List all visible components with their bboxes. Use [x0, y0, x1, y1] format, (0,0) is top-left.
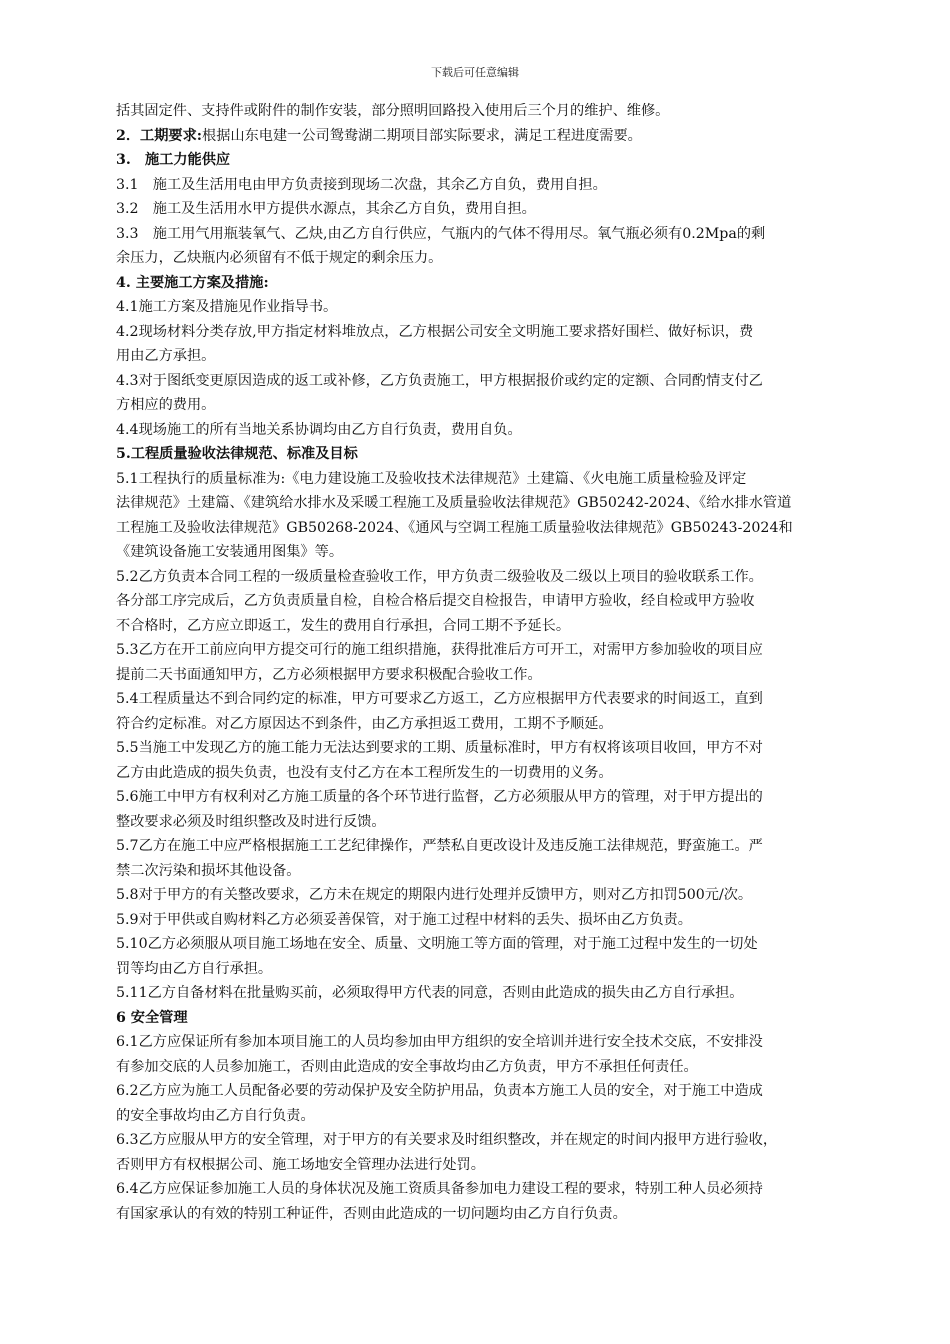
text-line: [116, 99, 888, 124]
line-text: 3.2 施工及生活用水甲方提供水源点，其余乙方自负，费用自担。: [116, 201, 536, 217]
line-text: 5.10乙方必须服从项目施工场地在安全、质量、文明施工等方面的管理，对于施工过程中发生的一切处: [116, 936, 758, 952]
line-text: 方相应的费用。: [116, 397, 216, 413]
line-text: 5.3乙方在开工前应向甲方提交可行的施工组织措施，获得批准后方可开工，对需甲方参加验收的项目应: [116, 642, 763, 658]
text-line: [116, 295, 888, 320]
line-text: 符合约定标准。对乙方原因达不到条件，由乙方承担返工费用，工期不予顺延。: [116, 715, 613, 732]
text-line: [116, 1055, 888, 1080]
section-heading: [116, 148, 888, 173]
text-line: [116, 565, 888, 590]
line-text: 不合格时，乙方应立即返工，发生的费用自行承担，合同工期不予延长。: [116, 617, 571, 634]
line-text: 5.8对于甲方的有关整改要求，乙方未在规定的期限内进行处理并反馈甲方，则对乙方扣罚500元/次。: [116, 887, 753, 903]
text-line: [116, 1104, 888, 1129]
text-line: [116, 516, 888, 541]
text-line: [116, 932, 888, 957]
line-text: 3.1 施工及生活用电由甲方负责接到现场二次盘，其余乙方自负，费用自担。: [116, 176, 607, 193]
line-text: 5.4工程质量达不到合同约定的标准，甲方可要求乙方返工，乙方应根据甲方代表要求的时间返工，直到: [116, 691, 763, 707]
line-text: 6.3乙方应服从甲方的安全管理，对于甲方的有关要求及时组织整改，并在规定的时间内报甲方进行验收，: [116, 1132, 778, 1148]
text-line: [116, 712, 888, 737]
text-line: [116, 197, 888, 222]
text-line: [116, 467, 888, 492]
line-text: 5.6施工中甲方有权利对乙方施工质量的各个环节进行监督，乙方必须服从甲方的管理，对于甲方提出的: [116, 789, 763, 805]
line-text: 6.4乙方应保证参加施工人员的身体状况及施工资质具备参加电力建设工程的要求，特别工种人员必须持: [116, 1181, 763, 1197]
text-line: [116, 589, 888, 614]
line-text: 有参加交底的人员参加施工，否则由此造成的安全事故均由乙方负责，甲方不承担任何责任。: [116, 1058, 698, 1075]
line-text: 罚等均由乙方自行承担。: [116, 960, 273, 977]
text-line: [116, 540, 888, 565]
line-text: 余压力，乙炔瓶内必须留有不低于规定的剩余压力。: [116, 250, 443, 266]
text-line: [116, 491, 888, 516]
text-line: [116, 369, 888, 394]
section-heading: [116, 442, 888, 467]
line-text: 5.5当施工中发现乙方的施工能力无法达到要求的工期、质量标准时，甲方有权将该项目收回，甲方不对: [116, 740, 763, 756]
section-heading: [116, 271, 888, 296]
line-text: 5.工程质量验收法律规范、标准及目标: [116, 446, 358, 462]
text-line: [116, 344, 888, 369]
line-text: 提前二天书面通知甲方，乙方必须根据甲方要求积极配合验收工作。: [116, 666, 542, 683]
text-line: [116, 393, 888, 418]
text-line: [116, 320, 888, 345]
line-text: 4.3对于图纸变更原因造成的返工或补修，乙方负责施工，甲方根据报价或约定的定额、合同酌情支付乙: [116, 372, 763, 389]
text-line: [116, 736, 888, 761]
text-line: [116, 1128, 888, 1153]
text-line: [116, 908, 888, 933]
line-text: 整改要求必须及时组织整改及时进行反馈。: [116, 813, 386, 830]
text-line: [116, 687, 888, 712]
document-body: [116, 99, 888, 1226]
line-text: 《建筑设备施工安装通用图集》等。: [116, 544, 344, 560]
text-line: [116, 834, 888, 859]
line-text: 6.2乙方应为施工人员配备必要的劳动保护及安全防护用品，负责本方施工人员的安全，对于施工中造成: [116, 1083, 763, 1099]
text-line: [116, 1177, 888, 1202]
line-text: 用由乙方承担。: [116, 348, 216, 364]
text-line: [116, 810, 888, 835]
text-line: [116, 222, 888, 247]
line-text: 根据山东电建一公司鸳鸯湖二期项目部实际要求，满足工程进度需要。: [202, 127, 642, 144]
line-text: 4. 主要施工方案及措施:: [116, 274, 269, 291]
line-text: 工程施工及验收法律规范》GB50268-2024、《通风与空调工程施工质量验收法律规范》GB50243-2024和: [116, 519, 793, 536]
line-text: 6.1乙方应保证所有参加本项目施工的人员均参加由甲方组织的安全培训并进行安全技术交底，不安排没: [116, 1034, 763, 1050]
text-line: [116, 761, 888, 786]
line-text: 乙方由此造成的损失负责，也没有支付乙方在本工程所发生的一切费用的义务。: [116, 764, 613, 781]
line-text: 5.2乙方负责本合同工程的一级质量检查验收工作，甲方负责二级验收及二级以上项目的验收联系工作。: [116, 568, 763, 585]
line-text: 3.3 施工用气用瓶装氧气、乙炔,由乙方自行供应，气瓶内的气体不得用尽。氧气瓶必须有0.2Mpa的剩: [116, 225, 766, 242]
line-text: 3. 施工力能供应: [116, 152, 231, 168]
text-line: [116, 1153, 888, 1178]
page-header: 下载后可任意编辑: [431, 66, 519, 79]
section-heading: [116, 1006, 888, 1031]
text-line: [116, 418, 888, 443]
text-line: [116, 1030, 888, 1055]
line-text: 括其固定件、支持件或附件的制作安装，部分照明回路投入使用后三个月的维护、维修。: [116, 103, 670, 119]
line-text: 否则甲方有权根据公司、施工场地安全管理办法进行处罚。: [116, 1156, 485, 1173]
text-line: [116, 1079, 888, 1104]
line-text: 各分部工序完成后，乙方负责质量自检，自检合格后提交自检报告，申请甲方验收，经自检或甲方验收: [116, 593, 755, 609]
text-line: [116, 883, 888, 908]
line-text: 的安全事故均由乙方自行负责。: [116, 1107, 315, 1124]
line-text: 5.11乙方自备材料在批量购买前，必须取得甲方代表的同意，否则由此造成的损失由乙方自行承担。: [116, 985, 744, 1001]
line-text: 有国家承认的有效的特别工种证件，否则由此造成的一切问题均由乙方自行负责。: [116, 1205, 627, 1222]
text-line: [116, 638, 888, 663]
line-text: 4.2现场材料分类存放,甲方指定材料堆放点，乙方根据公司安全文明施工要求搭好围栏、做好标识，费: [116, 323, 754, 340]
line-text: 禁二次污染和损坏其他设备。: [116, 862, 301, 879]
line-text: 6 安全管理: [116, 1009, 188, 1026]
text-line: [116, 785, 888, 810]
line-text: 5.1工程执行的质量标准为:《电力建设施工及验收技术法律规范》土建篇、《火电施工质量检验及评定: [116, 470, 747, 487]
text-line: [116, 614, 888, 639]
text-line: [116, 246, 888, 271]
text-line: [116, 1202, 888, 1227]
line-text: 4.1施工方案及措施见作业指导书。: [116, 299, 338, 315]
text-line: [116, 859, 888, 884]
line-text: 法律规范》土建篇、《建筑给水排水及采暖工程施工及质量验收法律规范》GB50242-2024、《给水排水管道: [116, 495, 792, 511]
line-lead-label: 2．工期要求:: [116, 127, 203, 144]
text-line: [116, 957, 888, 982]
line-text: 4.4现场施工的所有当地关系协调均由乙方自行负责，费用自负。: [116, 421, 522, 438]
text-line: [116, 981, 888, 1006]
text-line: [116, 173, 888, 198]
text-line: [116, 124, 888, 149]
line-text: 5.7乙方在施工中应严格根据施工工艺纪律操作，严禁私自更改设计及违反施工法律规范，野蛮施工。严: [116, 838, 763, 854]
line-text: 5.9对于甲供或自购材料乙方必须妥善保管，对于施工过程中材料的丢失、损坏由乙方负责。: [116, 911, 692, 928]
text-line: [116, 663, 888, 688]
